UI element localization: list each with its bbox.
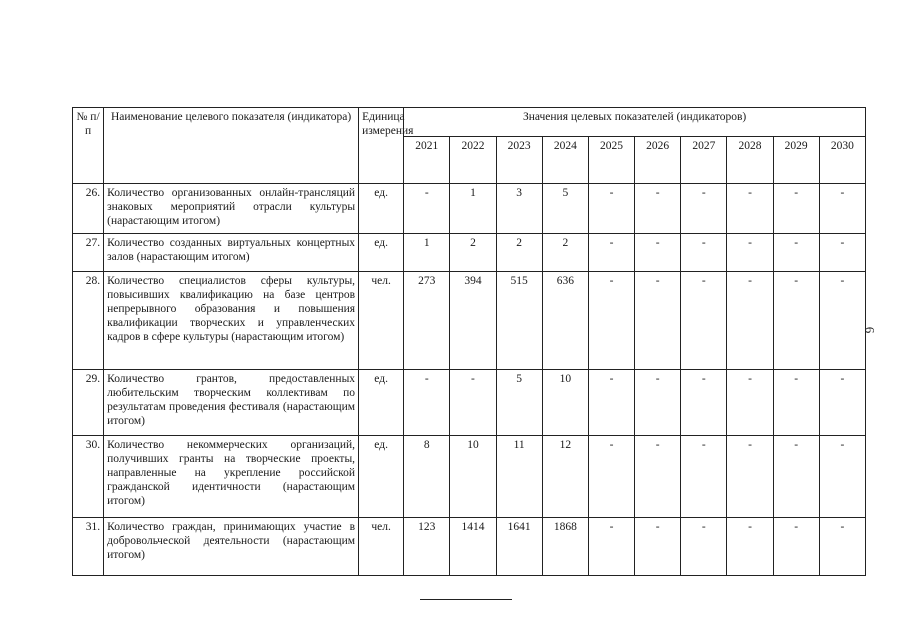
- value-cell: 2: [450, 234, 496, 272]
- unit-cell: ед.: [359, 184, 404, 234]
- unit-cell: ед.: [359, 370, 404, 436]
- value-cell: 11: [496, 436, 542, 518]
- value-cell: -: [727, 272, 773, 370]
- value-cell: -: [635, 184, 681, 234]
- value-cell: -: [819, 370, 865, 436]
- header-year: 2022: [450, 137, 496, 184]
- indicator-name: Количество грантов, предоставленных любительским творческим коллективам по результатам проведения фестиваля (нарастающим итогом): [104, 370, 359, 436]
- value-cell: 5: [496, 370, 542, 436]
- value-cell: -: [819, 234, 865, 272]
- value-cell: -: [588, 272, 634, 370]
- row-number: 29.: [73, 370, 104, 436]
- value-cell: -: [681, 184, 727, 234]
- footer-rule: [420, 599, 512, 600]
- value-cell: -: [588, 234, 634, 272]
- value-cell: -: [588, 518, 634, 576]
- header-unit: Единица измерения: [359, 108, 404, 184]
- value-cell: -: [635, 436, 681, 518]
- value-cell: 1: [404, 234, 450, 272]
- header-indicator-name: Наименование целевого показателя (индикатора): [104, 108, 359, 184]
- indicator-name: Количество некоммерческих организаций, получивших гранты на творческие проекты, направленные на укрепление российской гражданской идентичности (нарастающим итогом): [104, 436, 359, 518]
- table-row: [73, 436, 866, 518]
- value-cell: -: [635, 518, 681, 576]
- value-cell: -: [819, 272, 865, 370]
- row-number: 27.: [73, 234, 104, 272]
- row-number: 30.: [73, 436, 104, 518]
- value-cell: 1414: [450, 518, 496, 576]
- value-cell: -: [588, 370, 634, 436]
- value-cell: -: [773, 184, 819, 234]
- value-cell: 394: [450, 272, 496, 370]
- value-cell: 3: [496, 184, 542, 234]
- value-cell: 8: [404, 436, 450, 518]
- value-cell: -: [773, 272, 819, 370]
- value-cell: -: [635, 234, 681, 272]
- value-cell: 5: [542, 184, 588, 234]
- row-number: 28.: [73, 272, 104, 370]
- value-cell: -: [404, 370, 450, 436]
- header-year: 2026: [635, 137, 681, 184]
- value-cell: -: [681, 234, 727, 272]
- value-cell: -: [681, 436, 727, 518]
- indicator-name: Количество граждан, принимающих участие в добровольческой деятельности (нарастающим итогом): [104, 518, 359, 576]
- value-cell: 1868: [542, 518, 588, 576]
- table-row: [73, 184, 866, 234]
- value-cell: 2: [496, 234, 542, 272]
- page-number: 6: [862, 326, 878, 334]
- table-row: [73, 518, 866, 576]
- value-cell: -: [588, 184, 634, 234]
- value-cell: -: [681, 272, 727, 370]
- value-cell: 12: [542, 436, 588, 518]
- header-year: 2023: [496, 137, 542, 184]
- value-cell: -: [727, 370, 773, 436]
- value-cell: 2: [542, 234, 588, 272]
- value-cell: 10: [542, 370, 588, 436]
- unit-cell: чел.: [359, 518, 404, 576]
- value-cell: -: [773, 518, 819, 576]
- value-cell: 1641: [496, 518, 542, 576]
- row-number: 31.: [73, 518, 104, 576]
- value-cell: 123: [404, 518, 450, 576]
- value-cell: -: [404, 184, 450, 234]
- header-year: 2024: [542, 137, 588, 184]
- value-cell: -: [635, 272, 681, 370]
- value-cell: -: [727, 518, 773, 576]
- table-row: [73, 234, 866, 272]
- indicator-name: Количество организованных онлайн-трансляций знаковых мероприятий отрасли культуры (нарастающим итогом): [104, 184, 359, 234]
- indicator-name: Количество специалистов сферы культуры, повысивших квалификацию на базе центров непрерывного образования и повышения квалификации творческих и управленческих кадров в сфере культуры (нарастающим итогом): [104, 272, 359, 370]
- value-cell: 10: [450, 436, 496, 518]
- value-cell: 636: [542, 272, 588, 370]
- value-cell: -: [727, 184, 773, 234]
- header-number: № п/п: [73, 108, 104, 184]
- value-cell: -: [681, 518, 727, 576]
- value-cell: -: [681, 370, 727, 436]
- value-cell: -: [727, 436, 773, 518]
- indicators-table: [72, 107, 866, 576]
- indicator-name: Количество созданных виртуальных концертных залов (нарастающим итогом): [104, 234, 359, 272]
- header-year: 2025: [588, 137, 634, 184]
- value-cell: -: [588, 436, 634, 518]
- header-year: 2021: [404, 137, 450, 184]
- value-cell: -: [819, 518, 865, 576]
- header-year: 2028: [727, 137, 773, 184]
- value-cell: 1: [450, 184, 496, 234]
- table-row: [73, 370, 866, 436]
- header-year: 2027: [681, 137, 727, 184]
- value-cell: -: [727, 234, 773, 272]
- value-cell: -: [635, 370, 681, 436]
- value-cell: -: [773, 234, 819, 272]
- value-cell: 515: [496, 272, 542, 370]
- table-row: [73, 272, 866, 370]
- value-cell: -: [450, 370, 496, 436]
- unit-cell: ед.: [359, 234, 404, 272]
- header-values: Значения целевых показателей (индикаторов): [404, 108, 866, 137]
- value-cell: -: [819, 436, 865, 518]
- value-cell: -: [773, 370, 819, 436]
- header-year: 2030: [819, 137, 865, 184]
- value-cell: -: [819, 184, 865, 234]
- value-cell: -: [773, 436, 819, 518]
- header-row: [73, 108, 866, 137]
- unit-cell: ед.: [359, 436, 404, 518]
- unit-cell: чел.: [359, 272, 404, 370]
- header-year: 2029: [773, 137, 819, 184]
- value-cell: 273: [404, 272, 450, 370]
- row-number: 26.: [73, 184, 104, 234]
